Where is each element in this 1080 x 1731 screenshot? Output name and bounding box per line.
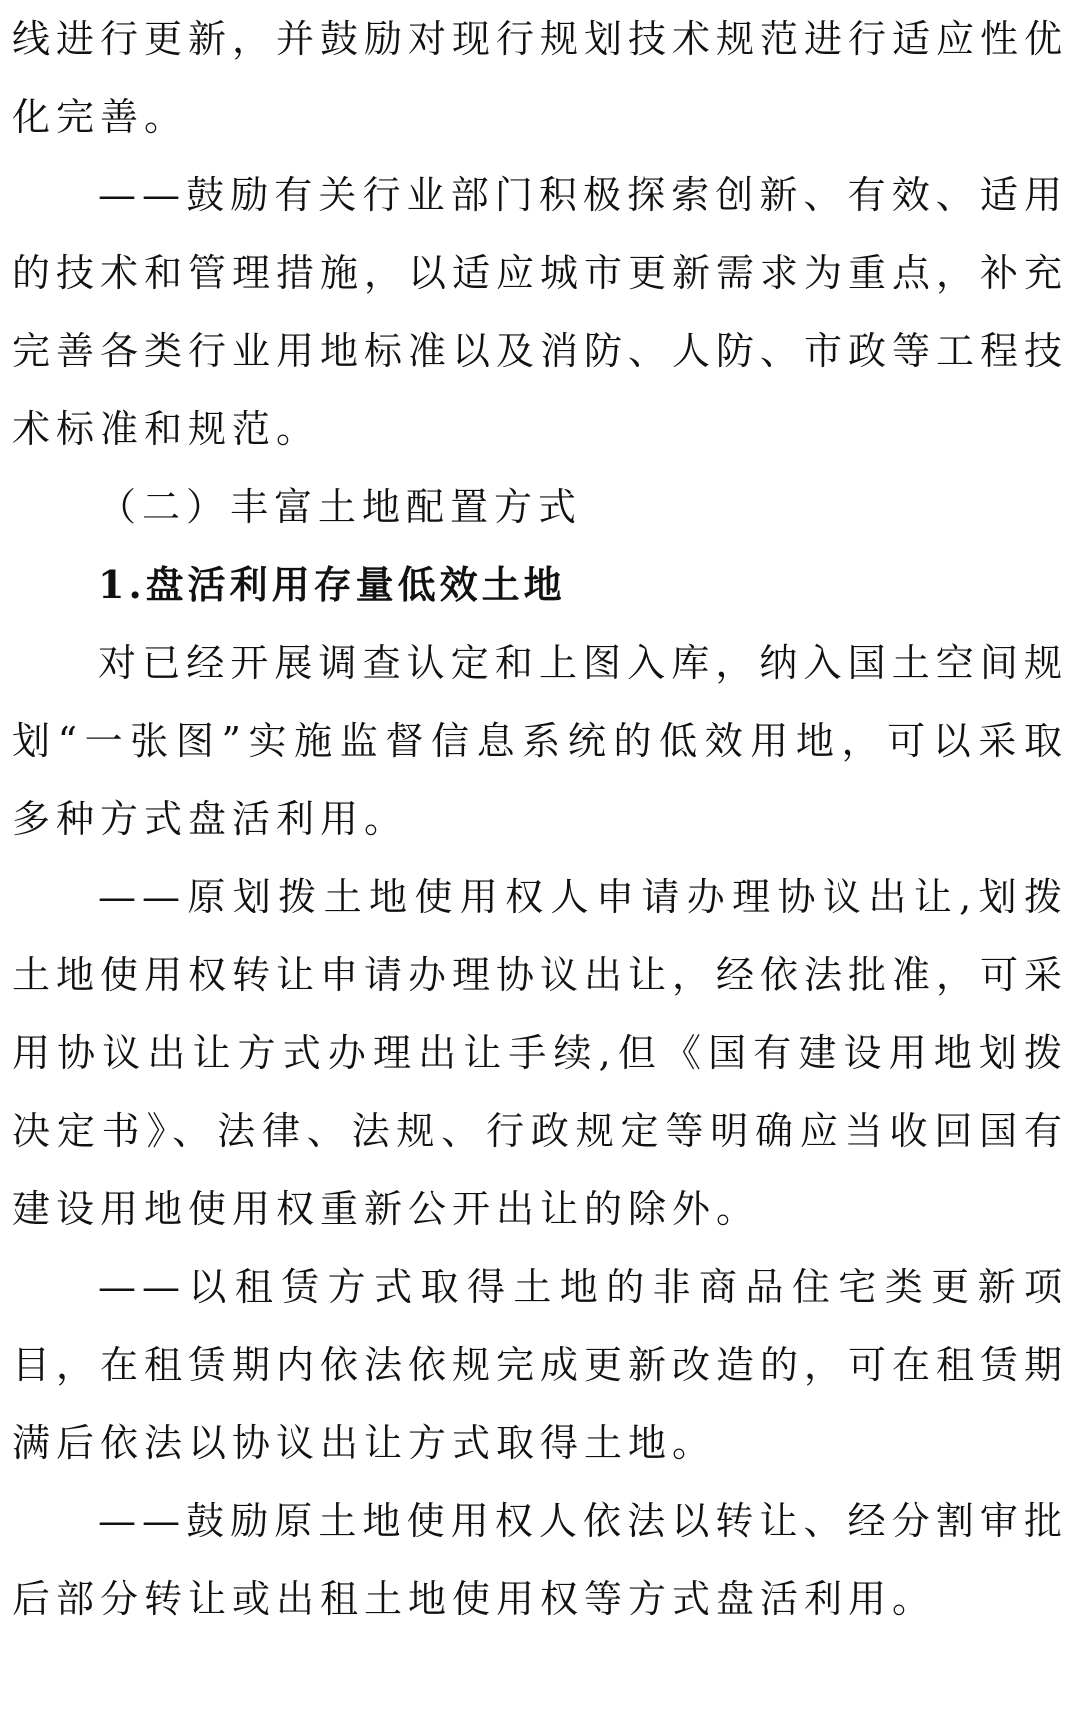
paragraph-continuation: 线进行更新，并鼓励对现行规划技术规范进行适应性优化完善。 bbox=[12, 17, 1069, 139]
subsection-heading: 1.盘活利用存量低效土地 bbox=[98, 562, 566, 607]
paragraph-leased-land: ——以租赁方式取得土地的非商品住宅类更新项目，在租赁期内依法依规完成更新改造的，可在租赁期满后依法以协议出让方式取得土地。 bbox=[12, 1265, 1069, 1465]
paragraph-allocated-land: ——原划拨土地使用权人申请办理协议出让,划拨土地使用权转让申请办理协议出让，经依法批准，可采用协议出让方式办理出让手续,但《国有建设用地划拨决定书》、法律、法规、行政规定等明确应当收回国有建设用地使用权重新公开出让的除外。 bbox=[12, 875, 1069, 1231]
paragraph-transfer-lease: ——鼓励原土地使用权人依法以转让、经分割审批后部分转让或出租土地使用权等方式盘活利用。 bbox=[12, 1499, 1068, 1621]
section-heading: （二）丰富土地配置方式 bbox=[98, 485, 583, 529]
paragraph-low-efficiency-land: 对已经开展调查认定和上图入库，纳入国土空间规划“一张图”实施监督信息系统的低效用地，可以采取多种方式盘活利用。 bbox=[12, 641, 1068, 841]
paragraph-industry-standards: ——鼓励有关行业部门积极探索创新、有效、适用的技术和管理措施，以适应城市更新需求为重点，补充完善各类行业用地标准以及消防、人防、市政等工程技术标准和规范。 bbox=[12, 173, 1069, 451]
